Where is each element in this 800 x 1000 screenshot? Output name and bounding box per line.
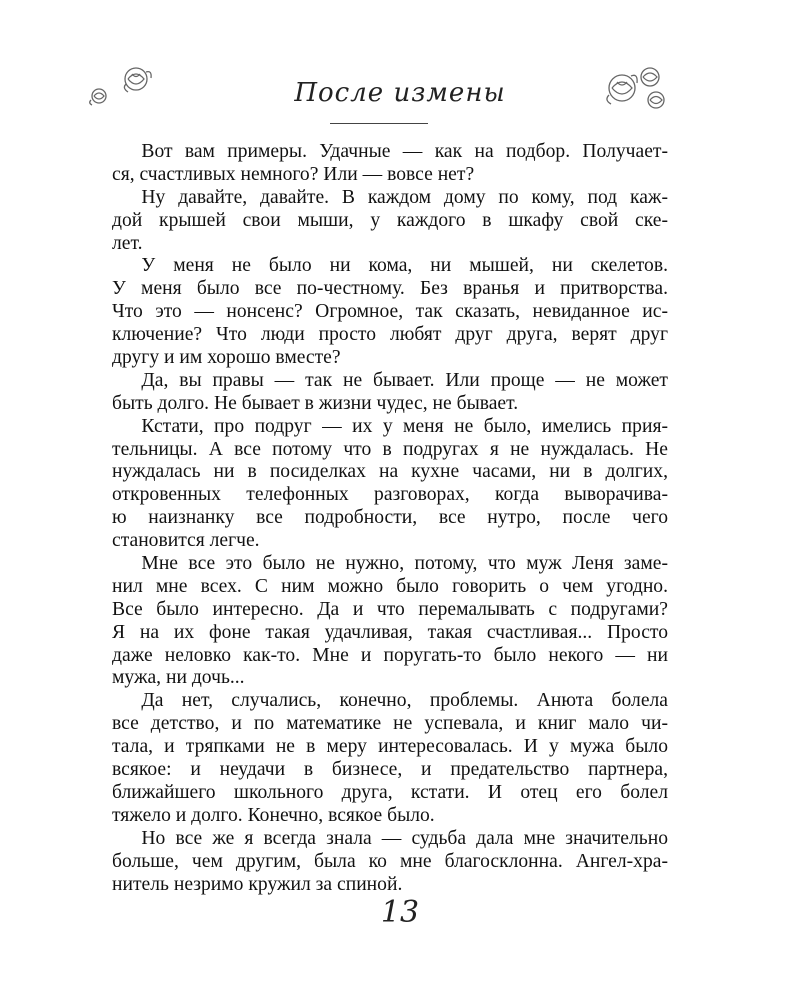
text-line: Что это — нонсенс? Огромное, так сказать, невиданное ис- [112, 301, 668, 323]
text-line: даже неловко как-то. Мне и поругать-то было некого — ни [112, 644, 668, 666]
text-line: Ну давайте, давайте. В каждом дому по кому, под каж- [112, 186, 668, 208]
text-line: мужа, ни дочь... [112, 667, 245, 689]
text-line: все детство, и по математике не успевала, и книг мало чи- [112, 713, 668, 735]
running-header-title: После измены [294, 78, 506, 108]
text-line: лет. [112, 232, 143, 254]
text-line: нуждалась ни в посиделках на кухне часами, ни в долгих, [112, 461, 668, 483]
body-text [112, 141, 668, 896]
text-line: Кстати, про подруг — их у меня не было, имелись прия- [112, 415, 668, 437]
text-line: У меня не было ни кома, ни мышей, ни скелетов. [112, 255, 668, 277]
text-line: ключение? Что люди просто любят друг друга, верят друг [112, 324, 668, 346]
text-line: ближайшего школьного друга, кстати. И отец его болел [112, 781, 668, 803]
text-line: тельницы. А все потому что в подругах я не нуждалась. Не [112, 438, 668, 460]
text-line: Да нет, случались, конечно, проблемы. Анюта болела [112, 690, 668, 712]
text-line: нил мне всех. С ним можно было говорить о чем угодно. [112, 575, 668, 597]
text-line: У меня было все по-честному. Без вранья и притворства. [112, 278, 668, 300]
text-line: Вот вам примеры. Удачные — как на подбор. Получает- [112, 141, 668, 162]
text-line: быть долго. Не бывает в жизни чудес, не бывает. [112, 392, 519, 414]
text-line: тала, и тряпками не в меру интересовалась. И у мужа было [112, 736, 668, 758]
text-line: откровенных телефонных разговорах, когда выворачива- [112, 484, 668, 506]
text-line: больше, чем другим, была ко мне благосклонна. Ангел-хра- [112, 850, 668, 872]
page-number: 13 [380, 895, 420, 930]
text-line: ю наизнанку все подробности, все нутро, после чего [112, 507, 668, 529]
text-line: становится легче. [112, 530, 260, 552]
text-line: дой крышей свои мыши, у каждого в шкафу свой ске- [112, 209, 668, 231]
text-line: Мне все это было не нужно, потому, что муж Леня заме- [112, 553, 668, 575]
text-line: Все было интересно. Да и что перемалывать с подругами? [112, 598, 668, 620]
text-line: Да, вы правы — так не бывает. Или проще — не может [112, 369, 668, 391]
text-line: всякое: и неудачи в бизнесе, и предательство партнера, [112, 759, 668, 781]
text-line: тяжело и долго. Конечно, всякое было. [112, 804, 435, 826]
text-line: другу и им хорошо вместе? [112, 347, 341, 369]
text-line: нитель незримо кружил за спиной. [112, 873, 403, 895]
text-line: Я на их фоне такая удачливая, такая счастливая... Просто [112, 621, 668, 643]
text-line: Но все же я всегда знала — судьба дала мне значительно [112, 827, 668, 849]
text-line: ся, счастливых немного? Или — вовсе нет? [112, 163, 475, 185]
header-divider [330, 123, 428, 124]
